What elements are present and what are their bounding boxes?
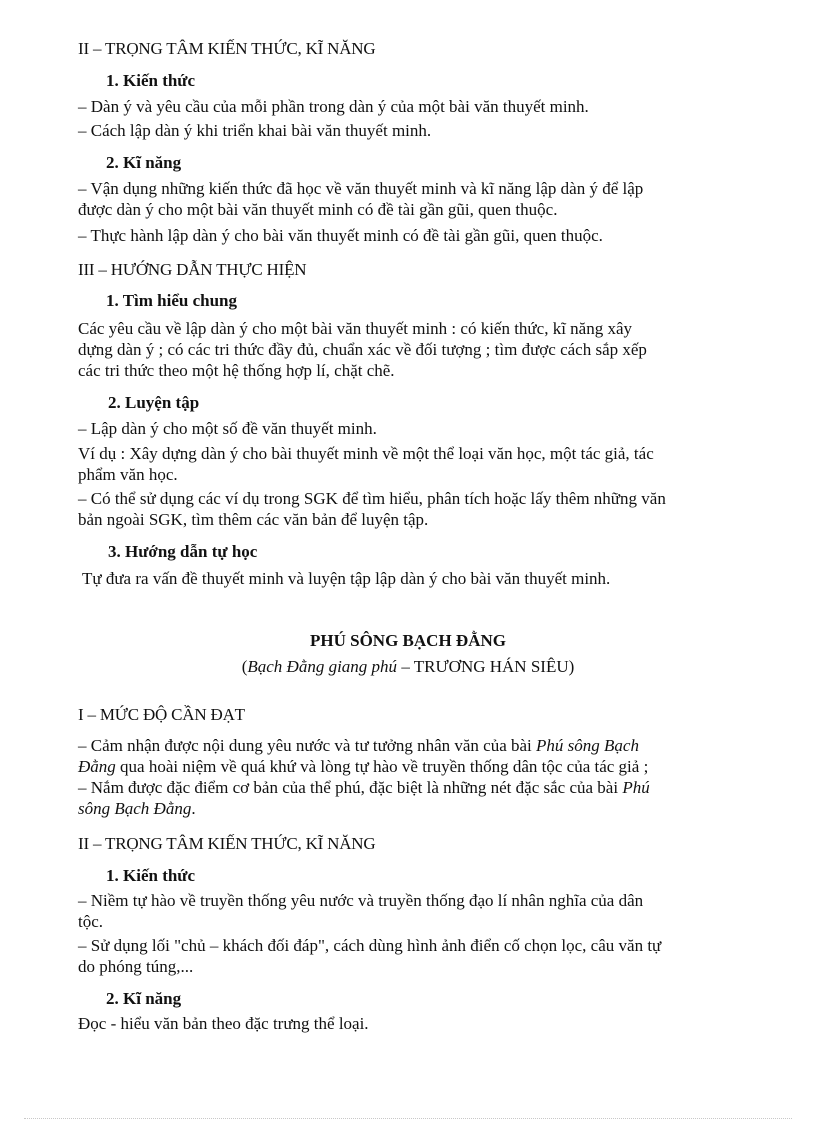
text-line: – Niềm tự hào về truyền thống yêu nước và truyền thống đạo lí nhân nghĩa của dân xyxy=(78,891,644,910)
text-line: – Nắm được đặc điểm cơ bản của thể phú, đặc biệt là những nét đặc sắc của bài Phú xyxy=(78,778,650,797)
section-heading: I – MỨC ĐỘ CẦN ĐẠT xyxy=(78,705,245,724)
text-line: được dàn ý cho một bài văn thuyết minh có đề tài gần gũi, quen thuộc. xyxy=(78,200,558,219)
section-heading: II – TRỌNG TÂM KIẾN THỨC, KĨ NĂNG xyxy=(78,39,376,58)
text-line: Đằng qua hoài niệm về quá khứ và lòng tự hào về truyền thống dân tộc của tác giả ; xyxy=(78,757,649,776)
subheading-ki-nang: 2. Kĩ năng xyxy=(106,153,182,172)
subheading-kien-thuc: 1. Kiến thức xyxy=(106,866,196,885)
text-line: dựng dàn ý ; có các tri thức đầy đủ, chuẩn xác về đối tượng ; tìm được cách sắp xếp xyxy=(78,340,647,359)
subheading-kien-thuc: 1. Kiến thức xyxy=(106,71,196,90)
subheading-huong-dan-tu-hoc: 3. Hướng dẫn tự học xyxy=(108,542,258,561)
text-line: – Lập dàn ý cho một số đề văn thuyết minh. xyxy=(78,419,377,438)
text-line: phẩm văn học. xyxy=(78,465,178,484)
text-line: – Cảm nhận được nội dung yêu nước và tư tưởng nhân văn của bài Phú sông Bạch xyxy=(78,736,639,755)
text-line: – Dàn ý và yêu cầu của mỗi phần trong dàn ý của một bài văn thuyết minh. xyxy=(78,97,589,116)
text-line: – Vận dụng những kiến thức đã học về văn thuyết minh và kĩ năng lập dàn ý để lập xyxy=(78,179,644,198)
subheading-ki-nang: 2. Kĩ năng xyxy=(106,989,182,1008)
text-line: Các yêu cầu về lập dàn ý cho một bài văn thuyết minh : có kiến thức, kĩ năng xây xyxy=(78,319,633,338)
section-heading: II – TRỌNG TÂM KIẾN THỨC, KĨ NĂNG xyxy=(78,834,376,853)
text-line: Tự đưa ra vấn đề thuyết minh và luyện tập lập dàn ý cho bài văn thuyết minh. xyxy=(82,569,611,588)
text-line: Ví dụ : Xây dựng dàn ý cho bài thuyết minh về một thể loại văn học, một tác giả, tác xyxy=(78,444,654,463)
section-heading: III – HƯỚNG DẪN THỰC HIỆN xyxy=(78,260,307,279)
lesson-title: PHÚ SÔNG BẠCH ĐẰNG xyxy=(310,631,506,650)
subheading-tim-hieu-chung: 1. Tìm hiểu chung xyxy=(106,291,238,310)
text-line: – Cách lập dàn ý khi triển khai bài văn thuyết minh. xyxy=(78,121,432,140)
text-line: – Thực hành lập dàn ý cho bài văn thuyết minh có đề tài gần gũi, quen thuộc. xyxy=(78,226,603,245)
page-bottom-border xyxy=(24,1118,792,1119)
lesson-subtitle: (Bạch Đằng giang phú – TRƯƠNG HÁN SIÊU) xyxy=(241,657,575,676)
text-line: sông Bạch Đằng. xyxy=(78,799,196,818)
text-line: – Có thể sử dụng các ví dụ trong SGK để tìm hiểu, phân tích hoặc lấy thêm những văn xyxy=(78,489,666,508)
text-line: – Sử dụng lối "chủ – khách đối đáp", cách dùng hình ảnh điển cố chọn lọc, câu văn tự xyxy=(78,936,662,955)
text-line: các tri thức theo một hệ thống hợp lí, chặt chẽ. xyxy=(78,361,395,380)
text-line: bản ngoài SGK, tìm thêm các văn bản để luyện tập. xyxy=(78,510,429,529)
text-line: do phóng túng,... xyxy=(78,957,194,976)
text-line: tộc. xyxy=(78,912,104,931)
text-line: Đọc - hiểu văn bản theo đặc trưng thể loại. xyxy=(78,1014,369,1033)
subheading-luyen-tap: 2. Luyện tập xyxy=(108,393,200,412)
